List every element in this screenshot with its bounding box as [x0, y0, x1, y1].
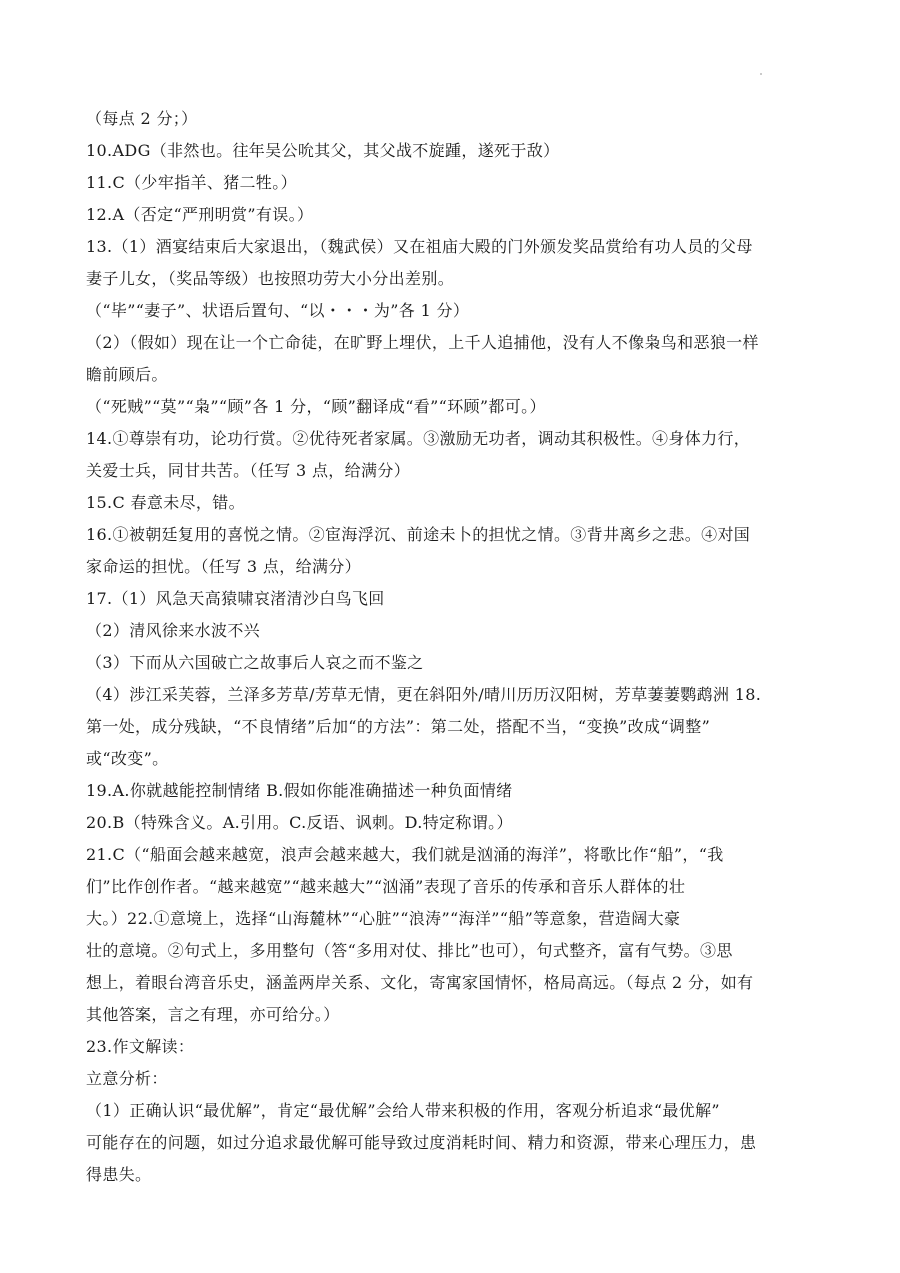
text-line: 14.①尊崇有功，论功行赏。②优待死者家属。③激励无功者，调动其积极性。④身体力行，	[86, 429, 751, 448]
text-line: 或“改变”。	[86, 749, 169, 768]
text-line: 壮的意境。②句式上，多用整句（答“多用对仗、排比”也可），句式整齐，富有气势。③思	[86, 941, 733, 960]
answer-key-page	[86, 103, 816, 1191]
text-line: 19.A.你就越能控制情绪 B.假如你能准确描述一种负面情绪	[86, 781, 513, 800]
text-line: （每点 2 分；）	[86, 109, 198, 128]
text-line: 第一处，成分残缺，“不良情绪”后加“的方法”：第二处，搭配不当，“变换”改成“调整”	[86, 717, 711, 736]
scan-speck	[760, 73, 762, 75]
text-line: 其他答案，言之有理，亦可给分。）	[86, 1005, 340, 1024]
text-line: 10.ADG（非然也。往年吴公吮其父，其父战不旋踵，遂死于敌）	[86, 141, 560, 160]
text-line: 立意分析：	[86, 1069, 168, 1088]
text-line: （“毕”“妻子”、状语后置句、“以・・・为”各 1 分）	[86, 301, 470, 320]
text-line: 15.C 春意未尽，错。	[86, 493, 245, 512]
text-line: 得患失。	[86, 1165, 152, 1184]
text-line: 21.C（“船面会越来越宽，浪声会越来越大，我们就是汹涌的海洋”，将歌比作“船”，“我	[86, 845, 724, 864]
text-line: 17.（1）风急天高猿啸哀渚清沙白鸟飞回	[86, 589, 385, 608]
text-line: （2）（假如）现在让一个亡命徒，在旷野上埋伏，上千人追捕他，没有人不像枭鸟和恶狼一样	[86, 333, 759, 352]
text-line: 20.B（特殊含义。A.引用。C.反语、讽刺。D.特定称谓。）	[86, 813, 513, 832]
text-line: 16.①被朝廷复用的喜悦之情。②宦海浮沉、前途未卜的担忧之情。③背井离乡之悲。④对国	[86, 525, 751, 544]
text-line: （4）涉江采芙蓉，兰泽多芳草/芳草无情，更在斜阳外/晴川历历汉阳树，芳草萋萋鹦鹉洲 18.	[86, 685, 762, 704]
text-line: 11.C（少牢指羊、猪二牲。）	[86, 173, 297, 192]
text-line: （“死贼”“莫”“枭”“顾”各 1 分，“顾”翻译成“看”“环顾”都可。）	[86, 397, 546, 416]
text-line: 家命运的担忧。（任写 3 点，给满分）	[86, 557, 362, 576]
text-line: 关爱士兵，同甘共苦。（任写 3 点，给满分）	[86, 461, 411, 480]
text-line: 可能存在的问题，如过分追求最优解可能导致过度消耗时间、精力和资源，带来心理压力，患	[86, 1133, 757, 1152]
text-line: （1）正确认识“最优解”，肯定“最优解”会给人带来积极的作用，客观分析追求“最优解”	[86, 1101, 720, 1120]
text-line: （2）清风徐来水波不兴	[86, 621, 261, 640]
text-line: 13.（1）酒宴结束后大家退出，（魏武侯）又在祖庙大殿的门外颁发奖品赏给有功人员的父母	[86, 237, 753, 256]
text-line: （3）下而从六国破亡之故事后人哀之而不鉴之	[86, 653, 424, 672]
text-line: 瞻前顾后。	[86, 365, 168, 384]
text-line: 妻子儿女，（奖品等级）也按照功劳大小分出差别。	[86, 269, 455, 288]
text-line: 大。）22.①意境上，选择“山海麓林”“心脏”“浪涛”“海洋”“船”等意象，营造阔大豪	[86, 909, 681, 928]
text-line: 12.A（否定“严刑明赏”有误。）	[86, 205, 314, 224]
text-line: 想上，着眼台湾音乐史，涵盖两岸关系、文化，寄寓家国情怀，格局高远。（每点 2 分，如有	[86, 973, 754, 992]
text-line: 23.作文解读：	[86, 1037, 195, 1056]
text-line: 们”比作创作者。“越来越宽”“越来越大”“汹涌”表现了音乐的传承和音乐人群体的壮	[86, 877, 686, 896]
